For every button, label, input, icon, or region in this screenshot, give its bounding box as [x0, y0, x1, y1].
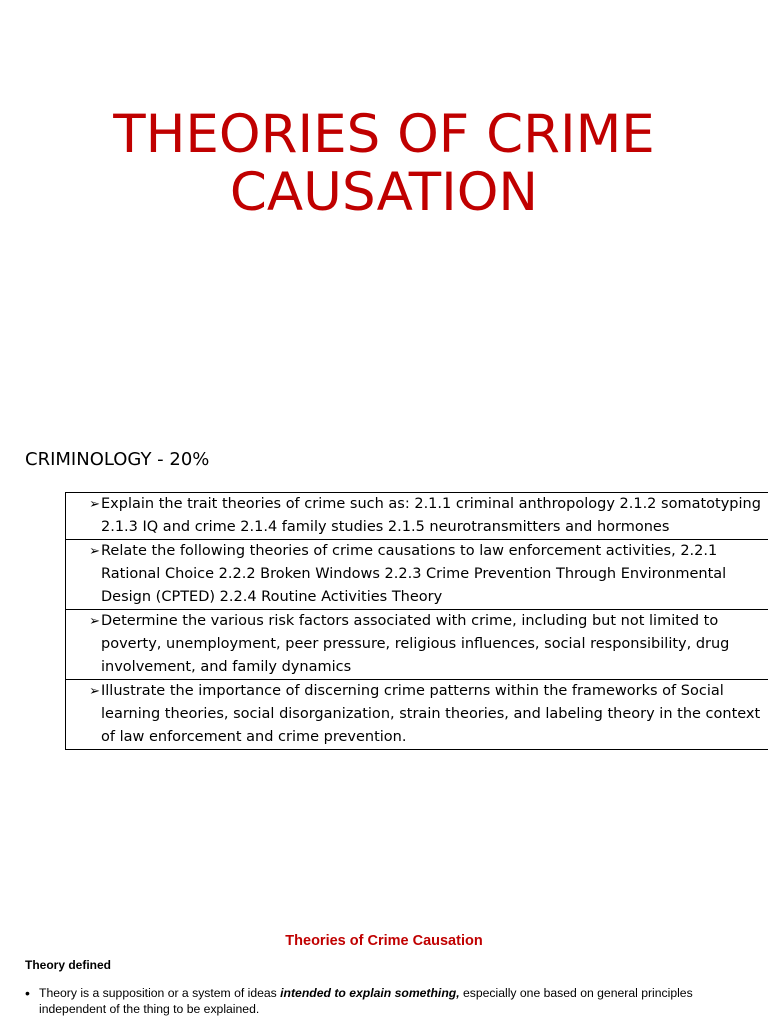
objective-text: Explain the trait theories of crime such as: 2.1.1 criminal anthropology 2.1.2 somatotyping 2.1.3 IQ and crime 2.1.4 family studies 2.1.5 neurotransmitters and hormones	[101, 496, 761, 535]
table-row	[66, 493, 768, 540]
objective-text: Illustrate the importance of discerning crime patterns within the frameworks of Social learning theories, social disorganization, strain theories, and labeling theory in the context of law enforcement and crime prevention.	[101, 683, 761, 745]
table-row	[66, 540, 768, 610]
table-row	[66, 680, 768, 750]
objective-text: Relate the following theories of crime causations to law enforcement activities, 2.2.1 Rational Choice 2.2.2 Broken Windows 2.2.3 Crime Prevention Through Environmental Design (CPTED) 2.2.4 Routine Activities Theory	[101, 543, 727, 605]
page-title	[0, 106, 768, 222]
arrow-bullet-icon: ➢	[89, 684, 100, 699]
bullet-icon: •	[25, 985, 30, 1001]
objective-cell	[66, 540, 768, 610]
objective-text: Determine the various risk factors associated with crime, including but not limited to poverty, unemployment, peer pressure, religious influences, social responsibility, drug involvement, and family dynamics	[101, 613, 730, 675]
objective-cell	[66, 493, 768, 540]
table-row	[66, 610, 768, 680]
arrow-bullet-icon: ➢	[89, 544, 100, 559]
objective-cell	[66, 610, 768, 680]
definition-text	[39, 985, 745, 1017]
arrow-bullet-icon: ➢	[89, 497, 100, 512]
page-title-line-1: THEORIES OF CRIME	[113, 104, 655, 165]
objectives-table	[65, 492, 768, 750]
arrow-bullet-icon: ➢	[89, 614, 100, 629]
definition-text-end: especially one based on general principles independent of the thing to be explained.	[39, 986, 693, 1016]
definition-heading: Theory defined	[25, 958, 112, 972]
definition-text-start: Theory is a supposition or a system of ideas	[39, 986, 281, 1000]
page-title-line-2: CAUSATION	[229, 162, 539, 223]
definition-emphasis: intended to explain something,	[280, 986, 460, 1000]
list-item	[25, 985, 745, 1017]
section-heading: CRIMINOLOGY - 20%	[25, 449, 210, 470]
objective-cell	[66, 680, 768, 750]
subtitle: Theories of Crime Causation	[285, 933, 483, 949]
definition-list	[25, 985, 745, 1017]
